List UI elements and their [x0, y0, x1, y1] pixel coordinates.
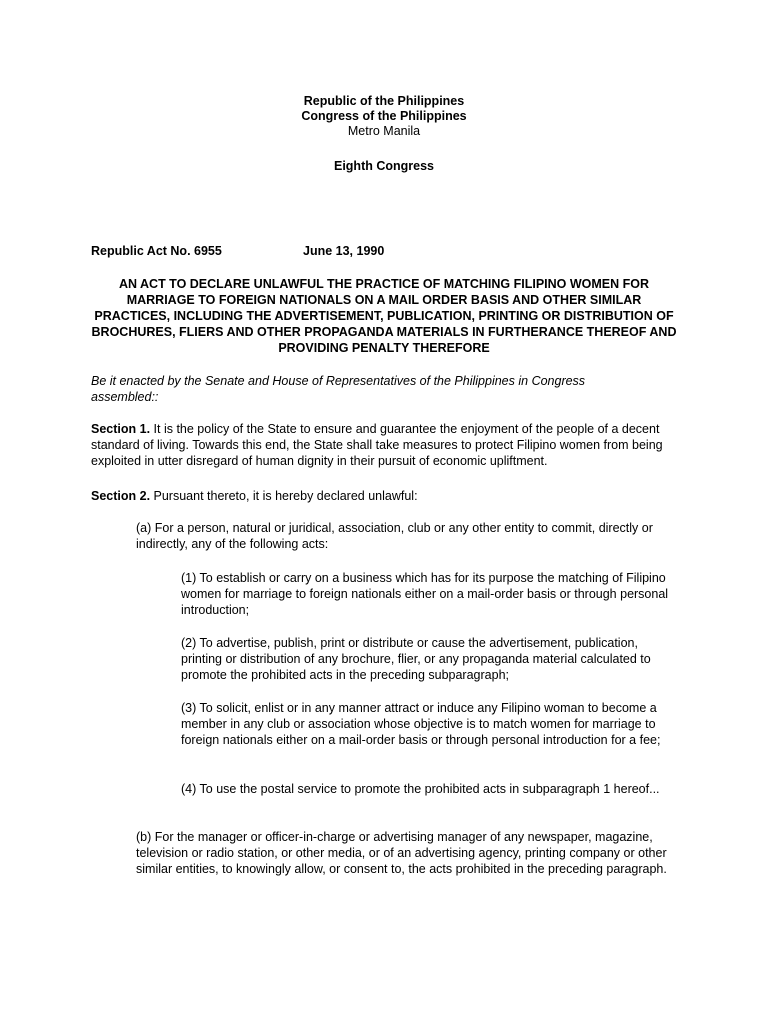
- act-identifier-line: [91, 243, 384, 259]
- section-2-text: Pursuant thereto, it is hereby declared unlawful:: [150, 489, 418, 503]
- section-2-label: Section 2.: [91, 489, 151, 503]
- act-title: AN ACT TO DECLARE UNLAWFUL THE PRACTICE OF MATCHING FILIPINO WOMEN FOR MARRIAGE TO FOREIGN NATIONALS ON A MAIL ORDER BASIS AND OTHER SIMILAR PRACTICES, INCLUDING THE ADVERTISEMENT, PUBLICATION, PRINTING OR DISTRIBUTION OF BROCHURES, FLIERS AND OTHER PROPAGANDA MATERIALS IN FURTHERANCE THEREOF AND PROVIDING PENALTY THEREFORE: [91, 277, 677, 355]
- list-item: (1) To establish or carry on a business which has for its purpose the matching of Filipino women for marriage to foreign nationals either on a mail-order basis or through personal introduction;: [181, 571, 669, 617]
- section-1-label: Section 1.: [91, 422, 151, 436]
- section-2: [91, 488, 681, 504]
- act-number: Republic Act No. 6955: [91, 244, 222, 258]
- republic-heading: Republic of the Philippines: [303, 94, 465, 108]
- list-item: (4) To use the postal service to promote the prohibited acts in subparagraph 1 hereof...: [181, 782, 660, 796]
- subparagraph-a: (a) For a person, natural or juridical, association, club or any other entity to commit, directly or indirectly, any of the following acts:: [136, 521, 653, 551]
- document-header: [0, 94, 768, 139]
- subparagraph-b: (b) For the manager or officer-in-charge or advertising manager of any newspaper, magazine, television or radio station, or other media, or of an advertising agency, printing company or other similar entities, to knowingly allow, or consent to, the acts prohibited in the preceding paragraph.: [136, 830, 667, 876]
- congress-session-heading: Eighth Congress: [333, 159, 434, 173]
- list-item: (3) To solicit, enlist or in any manner attract or induce any Filipino woman to become a member in any club or association whose objective is to match women for marriage to foreign nationals either on a mail-order basis or through personal introduction for a fee;: [181, 701, 661, 747]
- act-date: June 13, 1990: [303, 244, 385, 258]
- enacting-clause: Be it enacted by the Senate and House of Representatives of the Philippines in Congress assembled::: [91, 374, 586, 404]
- section-1: [91, 421, 681, 469]
- list-item: (2) To advertise, publish, print or distribute or cause the advertisement, publication, printing or distribution of any brochure, flier, or any propaganda material calculated to promote the prohibited acts in the preceding subparagraph;: [181, 636, 651, 682]
- location-heading: Metro Manila: [347, 124, 421, 138]
- congress-heading: Congress of the Philippines: [301, 109, 467, 123]
- section-1-text: It is the policy of the State to ensure and guarantee the enjoyment of the people of a decent standard of living. Towards this end, the State shall take measures to protect Filipino women from being exploited in utter disregard of human dignity in their pursuit of economic upliftment.: [91, 422, 663, 468]
